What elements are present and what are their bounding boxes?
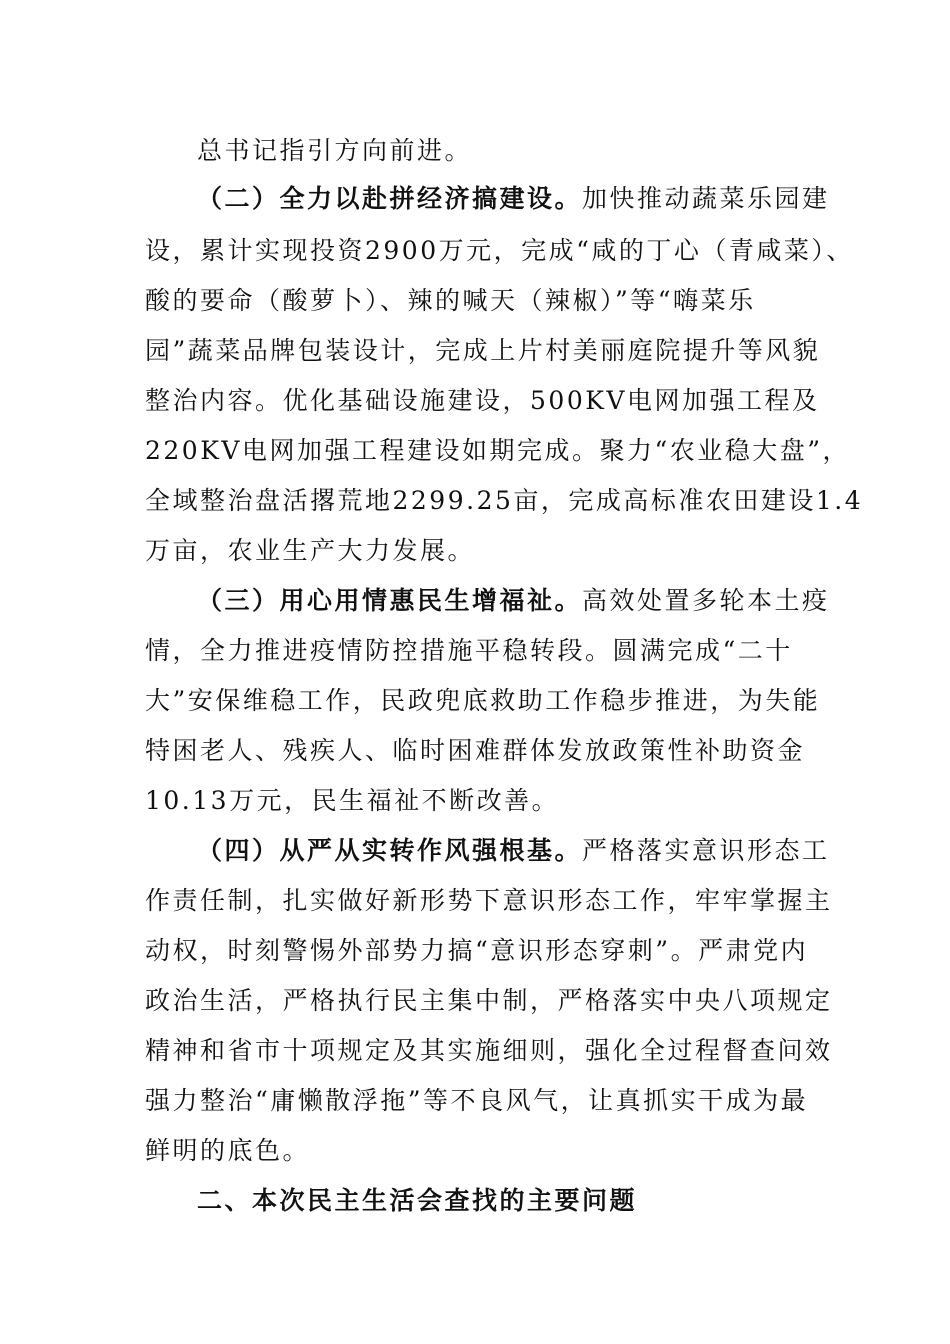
paragraph-2-line: 园”蔬菜品牌包装设计，完成上片村美丽庭院提升等风貌 — [145, 336, 821, 365]
paragraph-2-line: 酸的要命（酸萝卜）、辣的喊天（辣椒）”等“嗨菜乐 — [145, 286, 756, 315]
paragraph-4-line: 强力整治“庸懒散浮拖”等不良风气，让真抓实干成为最 — [145, 1086, 809, 1115]
paragraph-4-line: 动权，时刻警惕外部势力搞“意识形态穿刺”。严肃党内 — [145, 936, 809, 965]
paragraph-4-heading: （四）从严从实转作风强根基。 — [197, 836, 583, 865]
paragraph-2-line: 全域整治盘活撂荒地2299.25亩，完成高标准农田建设1.4 — [145, 486, 864, 515]
paragraph-2-line: 万亩，农业生产大力发展。 — [145, 536, 476, 565]
section-heading: 二、本次民主生活会查找的主要问题 — [197, 1186, 638, 1215]
paragraph-3-line: 10.13万元，民生福祉不断改善。 — [145, 786, 560, 815]
paragraph-2-heading: （二）全力以赴拼经济搞建设。 — [197, 184, 583, 213]
paragraph-3-line: 特困老人、残疾人、临时困难群体发放政策性补助资金 — [145, 736, 806, 765]
paragraph-2-text: 加快推动蔬菜乐园建 — [582, 184, 830, 213]
paragraph-3-text: 高效处置多轮本土疫 — [582, 586, 830, 615]
paragraph-2-line: 220KV电网加强工程建设如期完成。聚力“农业稳大盘”， — [145, 436, 851, 465]
paragraph-4-text: 严格落实意识形态工 — [582, 836, 830, 865]
paragraph-2-line: 设，累计实现投资2900万元，完成“咸的丁心（青咸菜）、 — [145, 236, 854, 265]
paragraph-continuation: 总书记指引方向前进。 — [197, 136, 473, 165]
paragraph-3-first-line — [197, 584, 877, 618]
paragraph-4-line: 政治生活，严格执行民主集中制，严格落实中央八项规定 — [145, 986, 833, 1015]
paragraph-2-line: 整治内容。优化基础设施建设，500KV电网加强工程及 — [145, 386, 820, 415]
paragraph-3-line: 大”安保维稳工作，民政兜底救助工作稳步推进，为失能 — [145, 686, 821, 715]
paragraph-4-line: 鲜明的底色。 — [145, 1136, 311, 1165]
paragraph-2-first-line — [197, 182, 877, 216]
paragraph-4-line: 作责任制，扎实做好新形势下意识形态工作，牢牢掌握主 — [145, 886, 833, 915]
paragraph-3-line: 情，全力推进疫情防控措施平稳转段。圆满完成“二十 — [145, 636, 793, 665]
paragraph-3-heading: （三）用心用情惠民生增福祉。 — [197, 586, 583, 615]
paragraph-4-line: 精神和省市十项规定及其实施细则，强化全过程督查问效 — [145, 1036, 833, 1065]
paragraph-4-first-line — [197, 834, 877, 868]
